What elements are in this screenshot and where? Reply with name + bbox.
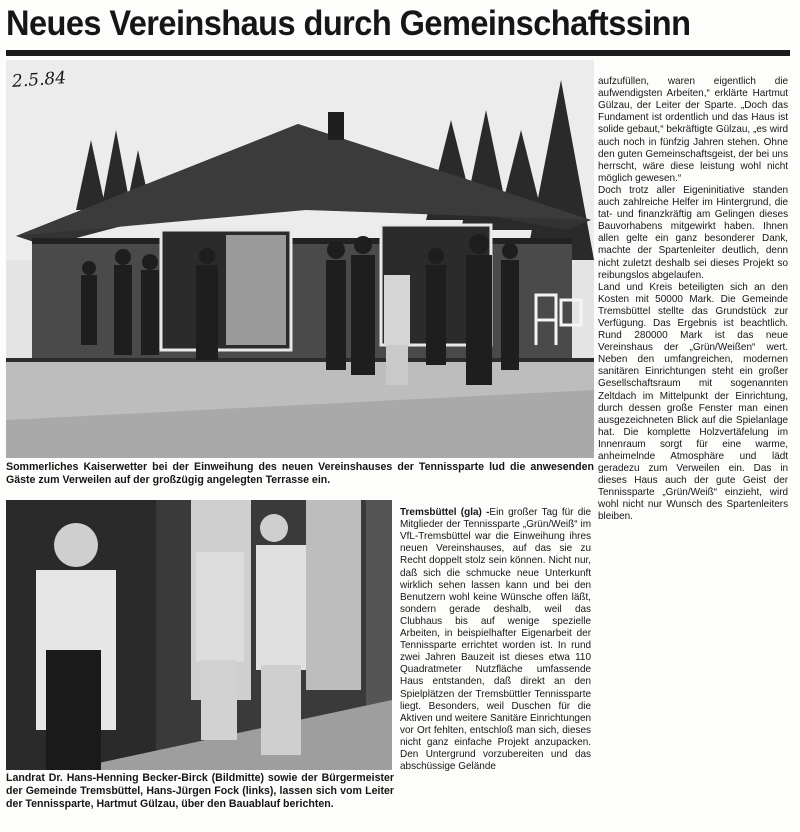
photo-top-caption: Sommerliches Kaiserwetter bei der Einweihung des neuen Vereinshauses der Tennissparte lud die anwesenden Gäste zum Verweilen auf der großzügig angelegten Terrasse ein. (6, 461, 594, 486)
article-column-right (598, 64, 788, 624)
article-dateline: Tremsbüttel (gla) - (400, 507, 490, 519)
officials-photo-graphic (6, 500, 392, 770)
article-body-middle: Ein großer Tag für die Mitglieder der Tennissparte „Grün/Weiß“ im VfL-Tremsbüttel war die Einweihung ihres neuen Vereinshauses, auf das sie zu Recht doppelt stolz sein können. Nicht nur, daß sich die schmucke neue Unterkunft wirklich sehen lassen kann und bei den Benutzern wohl keine Wünsche offen läßt, sondern gerade deshalb, weil das Clubhaus bis auf wenige spezielle Arbeiten, in beispielhafter Eigenarbeit der Tennissparte errichtet worden ist. In rund zwei Jahren Bauzeit ist dieses etwa 110 Quadratmeter Nutzfläche umfassende Haus entstanden, daß direkt an den Spielplätzen der Tremsbüttler Tennissparte liegt. Besonders, weil Duschen für die Aktiven und weitere Sanitäre Einrichtungen vor Ort fehlten, entschloß man sich, dieses nicht ganz einfache Projekt anzupacken. Den Untergrund vorzubereiten und das abschüssige Gelände (400, 507, 592, 773)
photo-officials (6, 500, 392, 770)
photo-bottom-caption: Landrat Dr. Hans-Henning Becker-Birck (Bildmitte) sowie der Bürgermeister der Gemeinde Tremsbüttel, Hans-Jürgen Fock (links), lassen sich vom Leiter der Tennissparte, Hartmut Gülzau, über den Bauablauf berichten. (6, 772, 394, 810)
handwritten-date: 2.5.84 (11, 68, 67, 92)
article-column-middle (400, 495, 591, 830)
headline-rule (6, 50, 790, 56)
photo-clubhouse-terrace (6, 60, 594, 458)
clubhouse-photo-graphic (6, 60, 594, 458)
article-body-right: aufzufüllen, waren eigentlich die aufwendigsten Arbeiten,“ erklärte Hartmut Gülzau, der Leiter der Sparte. „Doch das Fundament ist ordentlich und das Haus ist solide gebaut,“ bekräftigte Gülzau, „es wird auch noch in fünfzig Jahren stehen. Ohne den guten Gemeinschaftsgeist, der bei uns herrscht, wäre diese leistung wohl nicht möglich gewesen.“ Doch trotz aller Eigeninitiative standen auch zahlreiche Helfer im Hintergrund, die tat- und finanzkräftig am Gelingen dieses Bauvorhabens mitgewirkt haben. Ihnen allen gelte ein ganz besonderer Dank, machte der Spartenleiter deutlich, denn nicht zuletzt deshalb sei dieses Projekt so reibungslos abgelaufen. Land und Kreis beteiligten sich an den Kosten mit 50000 Mark. Die Gemeinde Tremsbüttel stellte das Grundstück zur Verfügung. Das Ergebnis ist beachtlich. Rund 280000 Mark ist das neue Vereinshaus der „Grün/Weißen“ wert. Neben den umfangreichen, modernen sanitären Einrichtungen steht ein großer Gesellschaftsraum mit sogenannten Zeltdach im Mittelpunkt der Einrichtung, durch dessen große Fenster man einen ausgezeichneten Blick auf die Spielanlage hat. Die komplette Holzvertäfelung im Innenraum sorgt für eine warme, anheimelnde Atmosphäre und lädt geradezu zum Verweilen ein. Das in dieses Haus auch der gute Geist der Tennissparte „Grün/Weiß“ einzieht, wird wohl nicht nur Wunsch des Spartenleiters bleiben. (598, 76, 789, 523)
headline: Neues Vereinshaus durch Gemeinschaftssinn (6, 4, 691, 43)
